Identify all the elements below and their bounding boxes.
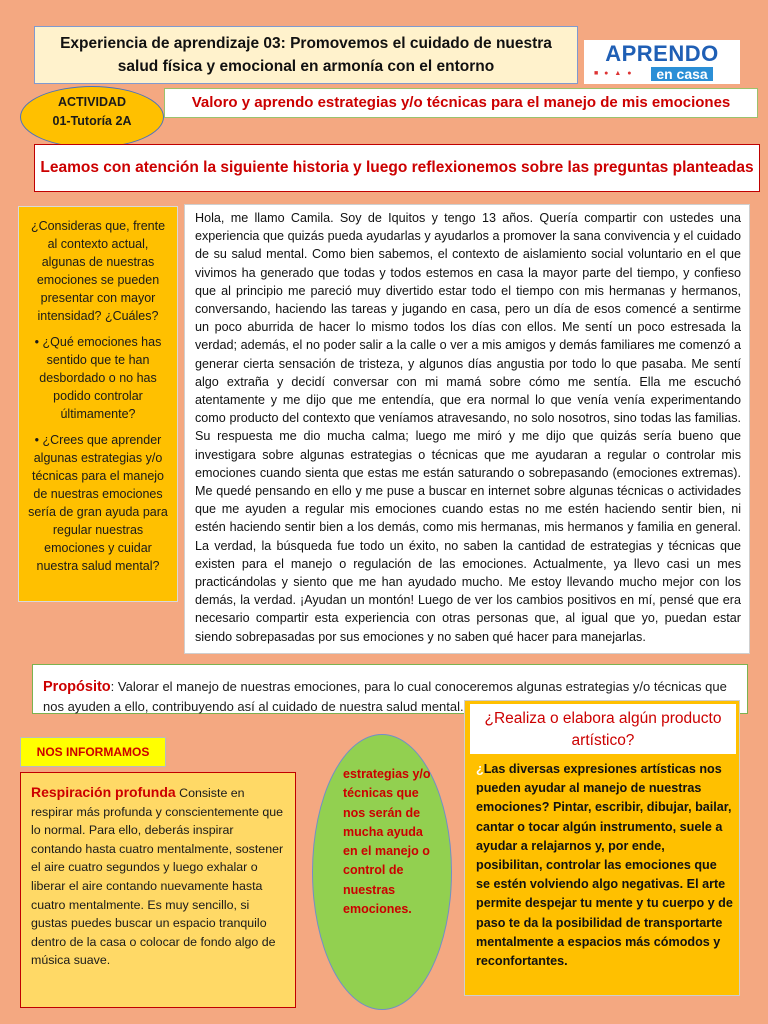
artistic-product-text [476,760,734,971]
page-title [34,26,578,84]
question-item: ¿Consideras que, frente al contexto actual, algunas de nuestras emociones se pueden presentar con mayor intensidad? ¿Cuáles? [30,219,166,323]
logo-decoration-icon: ■ ● ▲ ● [594,70,634,77]
logo-text-main: APRENDO [605,41,719,66]
question-item: • ¿Qué emociones has sentido que te han desbordado o no has podido controlar últimamente? [34,335,162,421]
deep-breathing-text: Consiste en respirar más profunda y conscientemente que lo normal. Para ello, deberás inspirar contando hasta cuatro mentalmente, sostener el aire cuatro segundos y luego exhalar o liberar el aire contando nuevamente hasta cuatro mentalmente. Es muy sencillo, si gustas puedes buscar un espacio tranquilo dentro de la casa o colocar de fondo algo de música suave. [31,786,284,968]
story-text: Hola, me llamo Camila. Soy de Iquitos y tengo 13 años. Quería compartir con ustedes una experiencia que quizás pueda ayudarlas y ayudarlos a promover la sana convivencia y el cuidado de su salud mental. Como bien sabemos, el contexto de aislamiento social voluntario en el que vivimos ha generado que todas y todos estemos en casa la mayor parte del tiempo, y confieso que al principio me pareció muy divertido estar todo el tiempo con mis hermanas y hermanos, conversando, haciendo las tareas y jugando en casa, pero un día de esos comencé a sentirme un poco aburrida de hacer lo mismo todos los días con ellos. Me sentí un poco estresada la verdad; además, el no poder salir a la calle o ver a mis amigos y demás familiares me comenzó a generar cierta sensación de tristeza, y algunos días angustia por todo lo que pasaba. Me sentí algo extraña y decidí conversar con mi mamá sobre cómo me sentía. Ella me escuchó atentamente y me dijo que me entendía, que era normal lo que venía venía experimentando como producto del contexto que veníamos atravesando, no solo nosotros, sino todas las familias. Su respuesta me dio mucha calma; luego me miró y me dijo que quizás sería bueno que investigara sobre algunas estrategias o técnicas que me ayudaran a regular o controlar mis emociones cuando sienta que estas me están saturando o sobrepasando (emociones extremas). Me quedé pensando en ello y me puse a buscar en internet sobre algunas técnicas o actividades que me ayuden a regular mis emociones cuando estas no me estén haciendo sentir bien, ni estén haciendo sentir bien a los demás, como mis hermanas, mis hermanos y familia en general. La verdad, la búsqueda fue todo un éxito, no saben la cantidad de estrategias y técnicas que existen para el manejo o regulación de las emociones. Actualmente, ya llevo casi un mes practicándolas y siento que me han ayudado mucho. Me estoy llevando mucho mejor con los demás, la verdad. ¡Ayudan un montón! Luego de ver los cambios positivos en mí, pensé que era necesario compartir esta experiencia con otras personas que, al igual que yo, puedan estar siendo sobrepasadas por sus emociones y no saben qué hacer para manejarlas. [184,204,750,654]
title-line-1: Experiencia de aprendizaje 03: Promovemos el cuidado de nuestra [60,35,552,52]
activity-badge [20,86,164,148]
nos-informamos-label: NOS INFORMAMOS [20,737,166,767]
reading-instructions: Leamos con atención la siguiente historia y luego reflexionemos sobre las preguntas planteadas [34,144,760,192]
logo-text-sub: en casa [651,67,712,81]
aprendo-en-casa-logo [584,40,740,84]
deep-breathing-box [20,772,296,1008]
activity-subtitle: Valoro y aprendo estrategias y/o técnicas para el manejo de mis emociones [164,88,758,118]
activity-number: 01-Tutoría 2A [52,114,132,128]
deep-breathing-title: Respiración profunda [31,784,176,800]
artistic-product-title: ¿Realiza o elabora algún producto artístico? [470,704,736,754]
title-line-2: salud física y emocional en armonía con el entorno [117,58,495,75]
purpose-label: Propósito [43,679,111,695]
activity-label: ACTIVIDAD [57,95,127,109]
reflection-questions-panel [18,206,178,602]
purpose-text: : Valorar el manejo de nuestras emociones, para lo cual conoceremos algunas estrategias y/o técnicas que nos ayuden a ello, contribuyendo así al cuidado de nuestra salud mental. [43,679,727,714]
strategies-ellipse-text: estrategias y/o técnicas que nos serán de mucha ayuda en el manejo o control de nuestras emociones. [343,767,431,917]
artistic-question-mark: ¿ [476,762,484,776]
strategies-ellipse [312,734,452,1010]
question-item: • ¿Crees que aprender algunas estrategias y/o técnicas para el manejo de nuestras emociones sería de gran ayuda para regular nuestras emociones y cuidar nuestra salud mental? [28,433,168,573]
artistic-body: Las diversas expresiones artísticas nos pueden ayudar al manejo de nuestras emociones? Pintar, escribir, dibujar, bailar, cantar o tocar algún instrumento, suele a ayudar a relajarnos y, por ende, posibilitan, controlar las emociones que se estén volviendo algo negativas. El arte permite despejar tu mente y tu cuerpo y de paso te da la posibilidad de transportarte mentalmente a espacios más cómodos y reconfortantes. [476,762,733,969]
